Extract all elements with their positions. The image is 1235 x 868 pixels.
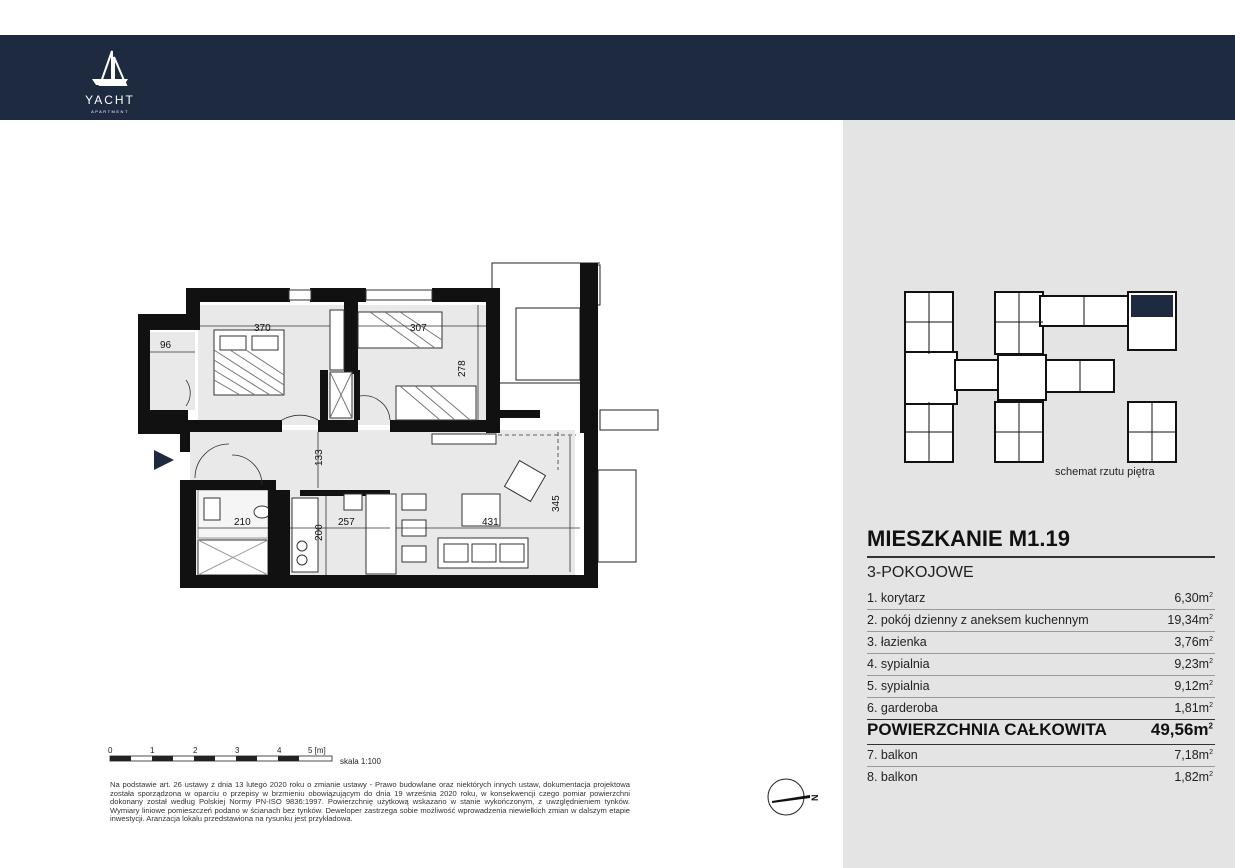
floor-schema	[890, 286, 1195, 466]
dim-label: 210	[234, 517, 251, 528]
brand-name: YACHT	[85, 93, 135, 107]
room-name: 6. garderoba	[867, 701, 938, 715]
title-divider	[867, 556, 1215, 558]
balcony-name: 8. balkon	[867, 770, 918, 784]
north-compass-icon	[766, 777, 822, 817]
area-unit: 2	[1209, 613, 1213, 621]
balcony-name: 7. balkon	[867, 748, 918, 762]
room-area: 9,23m	[1174, 657, 1210, 671]
bathroom-tiles	[198, 490, 270, 575]
floor-plan	[100, 255, 680, 600]
room-area: 1,81m	[1174, 701, 1210, 715]
compass-label: N	[810, 794, 820, 801]
apartment-title: MIESZKANIE M1.19	[867, 526, 1070, 551]
header-bar	[0, 35, 1235, 120]
apartment-type: 3-POKOJOWE	[867, 564, 974, 581]
area-unit: 2	[1209, 679, 1213, 687]
total-area-row	[867, 718, 1215, 745]
brand-logo[interactable]	[70, 43, 150, 113]
scale-tick-label: 0	[108, 746, 113, 755]
dim-label: 370	[254, 323, 271, 334]
dim-label: 96	[160, 340, 172, 351]
dim-label: 307	[410, 323, 427, 334]
dim-label: 257	[338, 517, 355, 528]
balcony-row	[867, 767, 1215, 788]
apartment-highlight	[1131, 295, 1173, 317]
room-row	[867, 698, 1215, 720]
area-unit: 2	[1209, 635, 1213, 643]
area-unit: 2	[1209, 770, 1213, 778]
scale-bar	[108, 745, 408, 775]
area-unit: 2	[1209, 591, 1213, 599]
room-row	[867, 654, 1215, 676]
balcony-area: 1,82m	[1174, 770, 1210, 784]
dim-label: 345	[551, 495, 562, 512]
sail-logo-icon	[70, 43, 150, 91]
room-area: 9,12m	[1174, 679, 1210, 693]
area-unit: 2	[1209, 701, 1213, 709]
room-name: 5. sypialnia	[867, 679, 930, 693]
room-area: 19,34m	[1167, 613, 1210, 627]
room-row	[867, 632, 1215, 654]
total-label: POWIERZCHNIA CAŁKOWITA	[867, 720, 1107, 739]
scale-tick-label: 5 [m]	[308, 746, 326, 755]
dim-label: 133	[314, 449, 325, 466]
area-unit: 2	[1208, 721, 1213, 731]
schema-caption: schemat rzutu piętra	[1055, 466, 1155, 478]
area-unit: 2	[1209, 657, 1213, 665]
area-unit: 2	[1209, 748, 1213, 756]
room-name: 1. korytarz	[867, 591, 926, 605]
brand-sub: APARTMENT	[91, 109, 129, 114]
dim-label: 200	[314, 524, 325, 541]
scale-tick-label: 1	[150, 746, 155, 755]
room-name: 4. sypialnia	[867, 657, 930, 671]
dim-label: 431	[482, 517, 499, 528]
room-row	[867, 610, 1215, 632]
room-name: 3. łazienka	[867, 635, 927, 649]
scale-label: skala 1:100	[340, 757, 381, 766]
balcony-row	[867, 745, 1215, 767]
scale-tick-label: 3	[235, 746, 240, 755]
legal-footnote: Na podstawie art. 26 ustawy z dnia 13 lutego 2020 roku o zmianie ustawy - Prawo budowlane oraz niektórych innych ustaw, dokumentacja projektowa została sporządzona w oparciu o przepisy w brzmieniu obowiązującym do dnia 19 września 2020 roku, w konsekwencji czego pomiar powierzchni dokonany został według Polskiej Normy PN-ISO 9836:1997. Powierzchnię użytkową wskazano w stanie wykończonym, z uwzględnieniem tynków. Wymiary liniowe pomieszczeń podano w ścianach bez tynków. Deweloper zastrzega sobie możliwość wprowadzenia niewielkich zmian w dalszym etapie inwestycji. Aranżacja lokalu przedstawiona na rysunku jest przykładowa.	[110, 780, 630, 824]
balcony-area: 7,18m	[1174, 748, 1210, 762]
room-row	[867, 588, 1215, 610]
room-area: 6,30m	[1174, 591, 1210, 605]
dim-label: 278	[457, 360, 468, 377]
room-name: 2. pokój dzienny z aneksem kuchennym	[867, 613, 1089, 627]
total-area: 49,56m	[1150, 720, 1209, 739]
room-area: 3,76m	[1174, 635, 1210, 649]
room-row	[867, 676, 1215, 698]
scale-tick-label: 4	[277, 746, 282, 755]
entrance-arrow-icon	[154, 450, 174, 470]
scale-tick-label: 2	[193, 746, 198, 755]
